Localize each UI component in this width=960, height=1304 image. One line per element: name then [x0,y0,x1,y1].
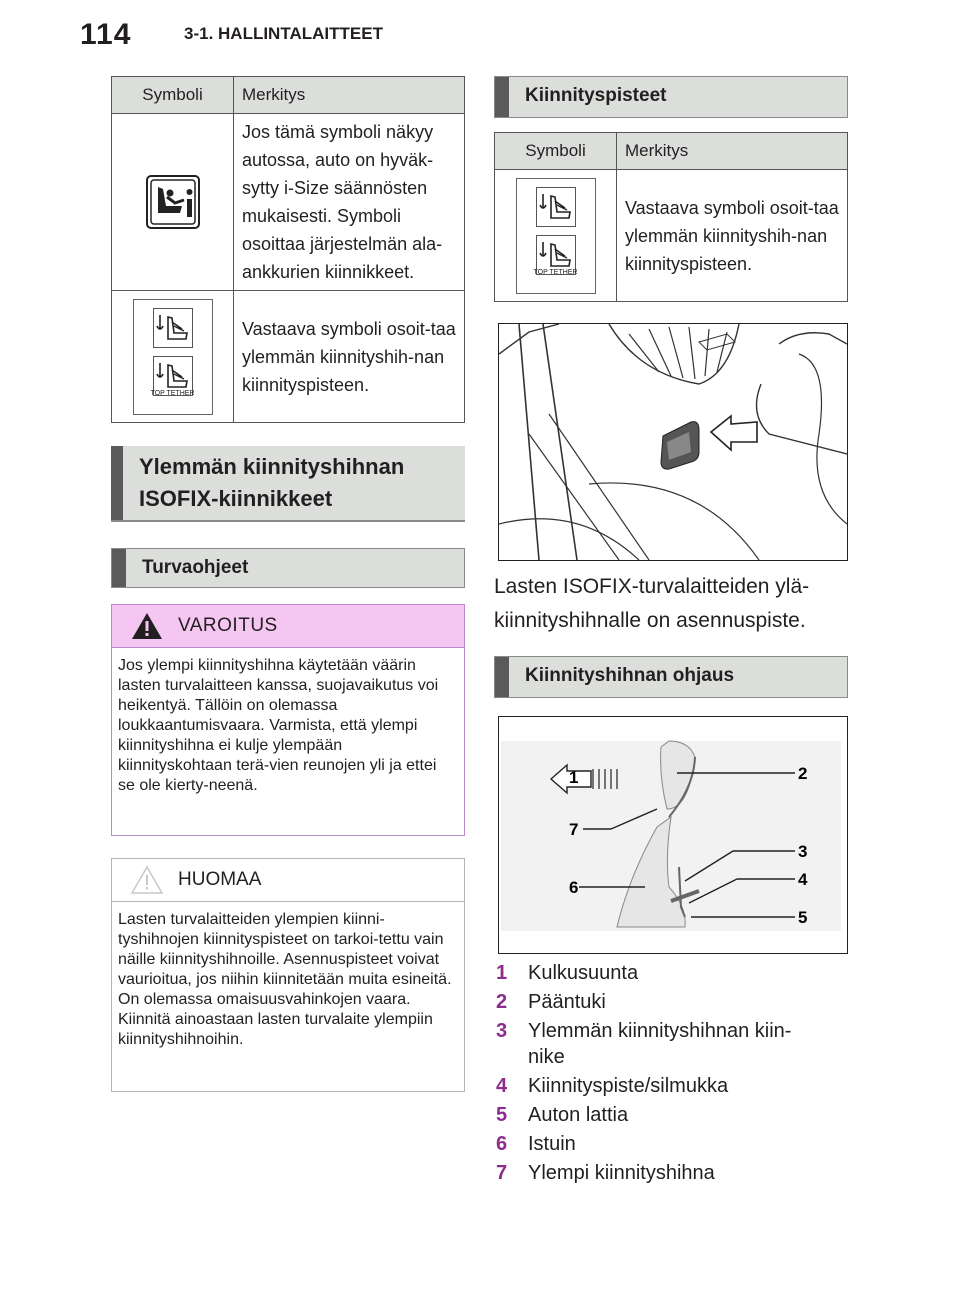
caption-line1: Lasten ISOFIX-turvalaitteiden ylä- [494,575,810,598]
page-number: 114 [80,18,132,51]
top-tether-symbol-cell [112,291,234,423]
top-tether-symbol-cell-right [495,170,617,302]
diagram-label-3: 3 [798,842,808,861]
warning-box [111,604,465,836]
list-item: 4 Kiinnityspiste/silmukka [496,1075,729,1097]
top-tether-icon [133,299,213,415]
top-tether-label: TOP TETHER [150,389,195,397]
section-title-line1: Ylemmän kiinnityshihnan [139,454,405,479]
kiinnityspisteet-heading: Kiinnityspisteet [494,76,848,118]
list-item: 3 Ylemmän kiinnityshihnan kiin-nike [496,1020,792,1068]
symbol-table-left [111,76,465,423]
isize-symbol-cell [112,114,234,291]
warning-title: VAROITUS [178,615,278,636]
caption-line2: kiinnityshihnalle on asennuspiste. [494,609,806,632]
list-item: 7 Ylempi kiinnityshihna [496,1162,715,1184]
chapter-title: 3-1. HALLINTALAITTEET [184,24,383,43]
diagram-label-5: 5 [798,908,808,927]
top-tether-meaning: Vastaava symboli osoit-taa ylemmän kiinnityshih-nan kiinnityspisteen. [234,291,465,423]
diagram-label-4: 4 [798,870,808,889]
notice-box [111,858,465,1092]
ohjaus-heading: Kiinnityshihnan ohjaus [494,656,848,698]
tether-routing-diagram [498,716,848,954]
symbol-table-right [494,132,848,302]
top-tether-meaning-right: Vastaava symboli osoit-taa ylemmän kiinnityshih-nan kiinnityspisteen. [617,170,848,302]
warning-triangle-icon [130,611,164,641]
turvaohjeet-heading: Turvaohjeet [111,548,465,588]
diagram-label-7: 7 [569,820,579,839]
section-title-line2: ISOFIX-kiinnikkeet [139,486,333,511]
col-header-symbol-right: Symboli [495,133,617,170]
diagram-label-6: 6 [569,878,579,897]
list-item: 6 Istuin [496,1133,576,1155]
col-header-meaning: Merkitys [234,77,465,114]
col-header-symbol: Symboli [112,77,234,114]
list-item: 1 Kulkusuunta [496,962,639,984]
top-tether-icon [516,178,596,294]
legend-list [494,960,854,1189]
col-header-meaning-right: Merkitys [617,133,848,170]
notice-text: Lasten turvalaitteiden ylempien kiinni-tyshihnojen kiinnityspisteet on tarkoi-tettu vain näille kiinnityshihnoille. Asennuspisteet voivat vaurioitua, jos niihin kiinnitetään muita esineitä. On olemassa omaisuusvahinkojen vaara. Kiinnitä ainoastaan lasten turvalaite ylempiin kiinnityshihnoihin. [118,911,452,1048]
list-item: 5 Auton lattia [496,1104,629,1126]
isize-child-seat-icon [146,175,200,229]
diagram-label-1: 1 [569,768,579,787]
direction-arrow-icon [711,416,757,450]
anchor-point-illustration [498,323,848,561]
list-item: 2 Pääntuki [496,991,606,1013]
notice-title: HUOMAA [178,869,262,890]
isize-meaning: Jos tämä symboli näkyy autossa, auto on hyväk-sytty i-Size säännösten mukaisesti. Symboli osoittaa järjestelmän ala-ankkurien kiinnikkeet. [234,114,465,291]
top-tether-label-right: TOP TETHER [533,268,578,276]
diagram-label-2: 2 [798,764,808,783]
caution-triangle-icon [130,865,164,895]
warning-text: Jos ylempi kiinnityshihna käytetään väärin lasten turvalaitteen kanssa, suojavaikutus voi heikentyä. Tällöin on olemassa loukkaantumisvaara. Varmista, että ylempi kiinnityshihna ei kulje ylempään kiinnityskohtaan terä-vien reunojen yli ja ettei se ole kierty-neenä. [118,657,439,794]
section-title [111,446,465,522]
